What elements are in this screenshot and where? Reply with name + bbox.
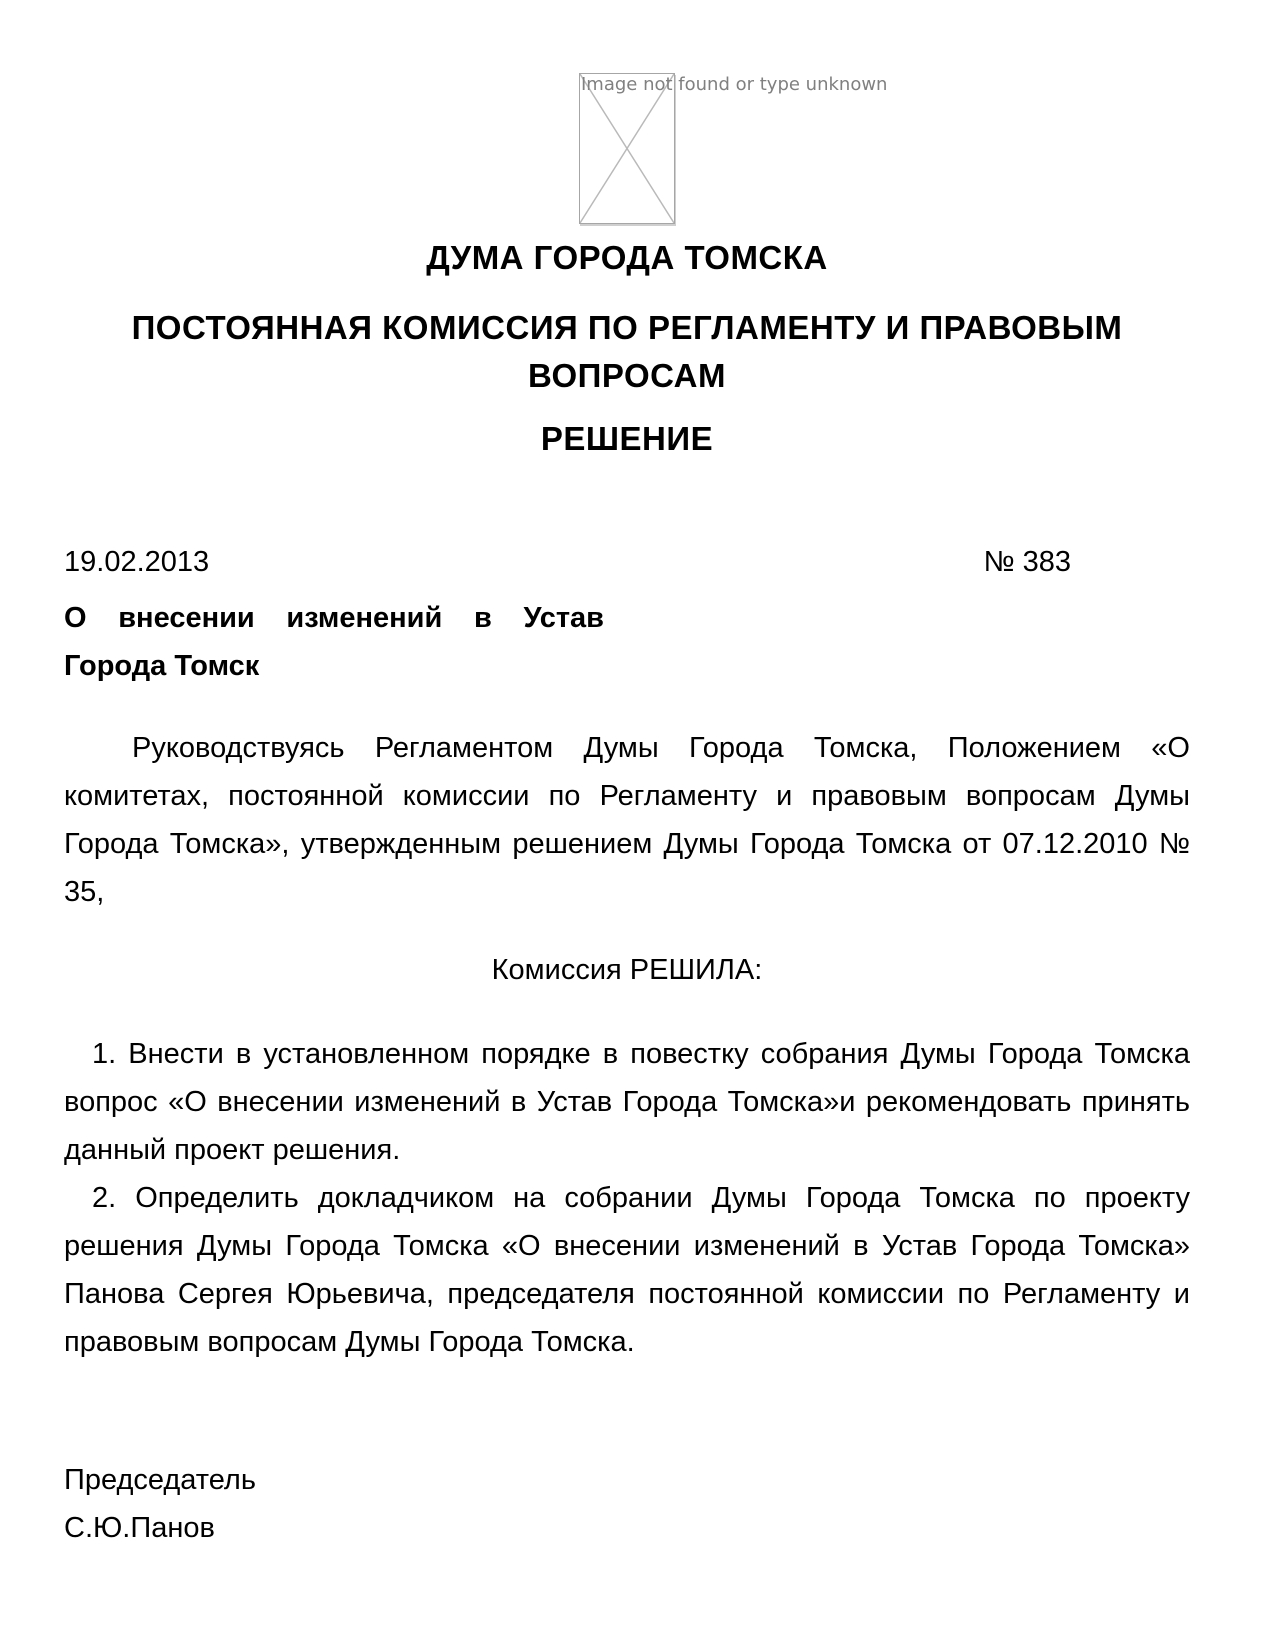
broken-image-icon — [580, 74, 674, 223]
broken-image-alt-text: Image not found or type unknown — [581, 74, 888, 95]
document-subject — [64, 594, 604, 690]
meta-row — [64, 538, 1190, 586]
preamble-paragraph: Руководствуясь Регламентом Думы Города Томска, Положением «О комитетах, постоянной комиссии по Регламенту и правовым вопросам Думы Города Томска», утвержденным решением Думы Города Томска от 07.12.2010 № 35, — [64, 732, 1190, 908]
resolution-item-1-text: Внести в установленном порядке в повестку собрания Думы Города Томска вопрос «О внесении изменений в Устав Города Томска»и рекомендовать принять данный проект решения. — [64, 1038, 1190, 1166]
resolution-items — [64, 1030, 1190, 1366]
resolution-heading: Комиссия РЕШИЛА: — [491, 954, 763, 986]
signature-name: С.Ю.Панов — [64, 1512, 215, 1544]
document-number: № 383 — [983, 546, 1071, 578]
broken-image-placeholder — [579, 73, 888, 224]
document-date: 19.02.2013 — [64, 546, 210, 578]
subject-line-1: О внесении изменений в Устав — [64, 602, 604, 634]
signature-block — [64, 1456, 1190, 1552]
resolution-item-1 — [64, 1030, 1190, 1174]
resolution-item-2-text: Определить докладчиком на собрании Думы Города Томска по проекту решения Думы Города Томска «О внесении изменений в Устав Города Томска» Панова Сергея Юрьевича, председателя постоянной комиссии по Регламенту и правовым вопросам Думы Города Томска. — [64, 1182, 1190, 1358]
commission-title: ПОСТОЯННАЯ КОМИССИЯ ПО РЕГЛАМЕНТУ И ПРАВОВЫМ ВОПРОСАМ — [131, 309, 1123, 394]
resolution-item-2 — [64, 1174, 1190, 1366]
subject-line-2: Города Томск — [64, 650, 260, 682]
document-type-title: РЕШЕНИЕ — [540, 420, 714, 457]
organization-title: ДУМА ГОРОДА ТОМСКА — [426, 239, 828, 276]
resolution-item-1-number: 1. — [92, 1038, 117, 1070]
signature-position: Председатель — [64, 1464, 256, 1496]
resolution-item-2-number: 2. — [92, 1182, 117, 1214]
